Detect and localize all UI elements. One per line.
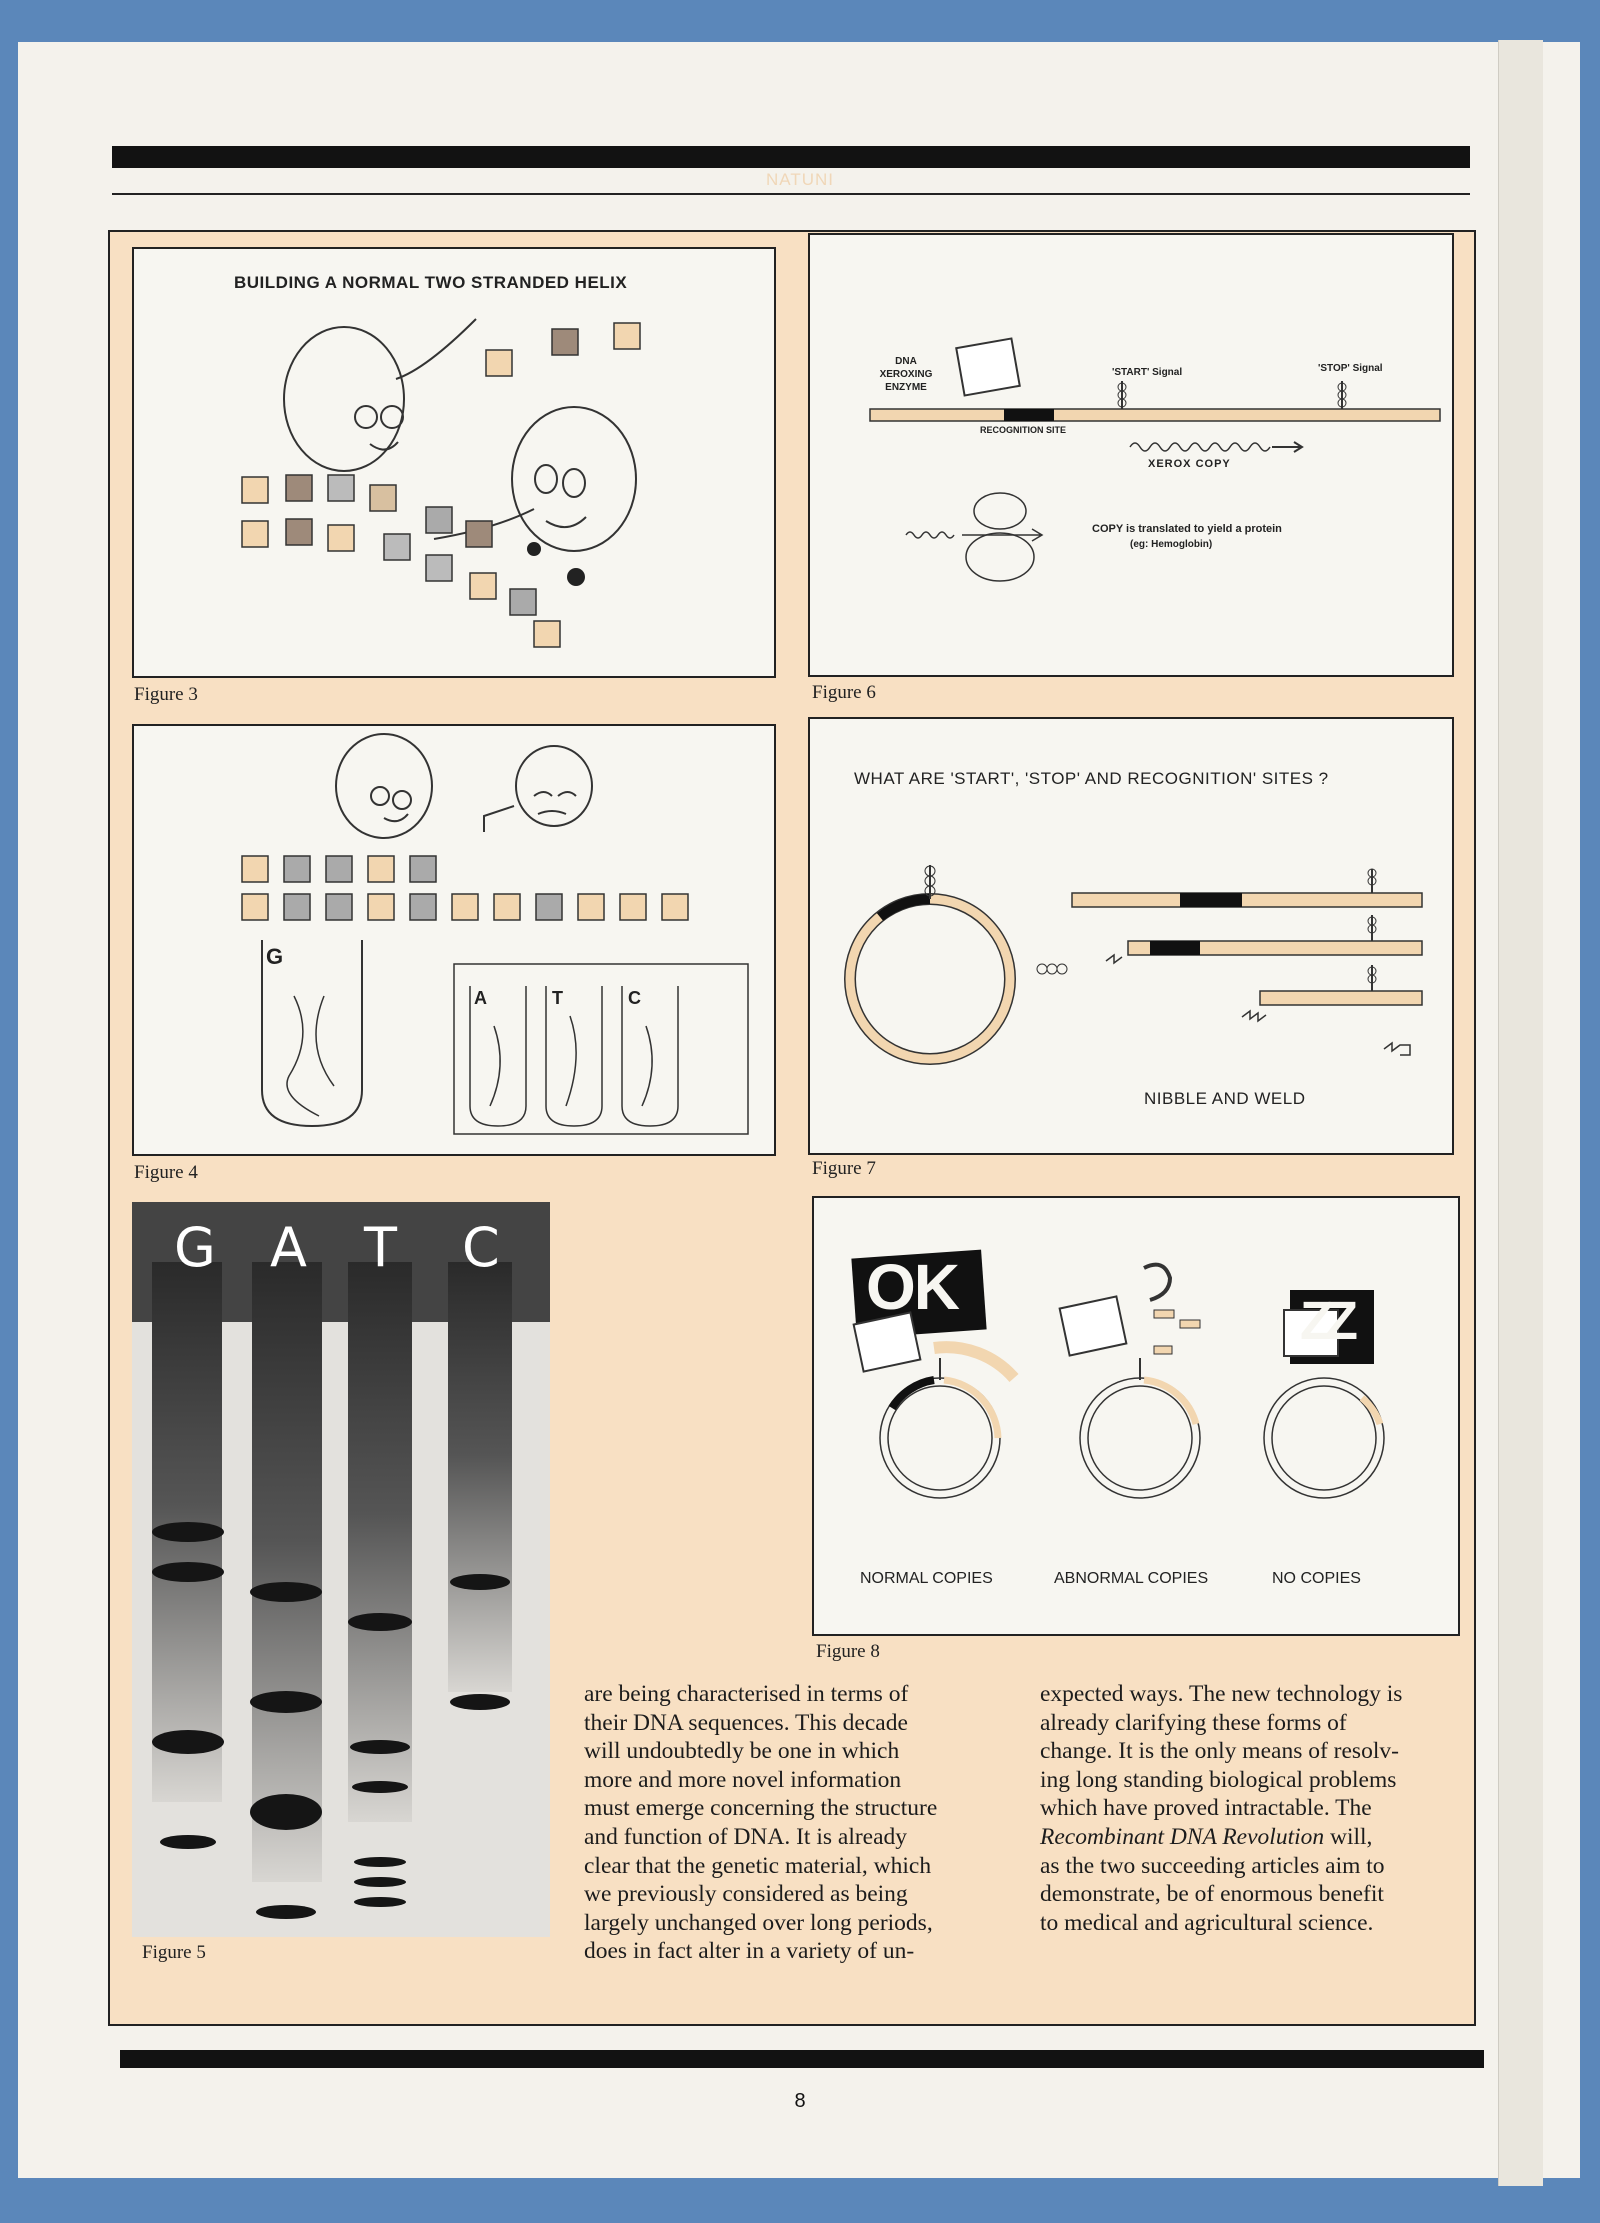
article-line: already clarifying these forms of — [1040, 1709, 1347, 1736]
ok-text: OK — [866, 1251, 958, 1323]
header-rule — [112, 193, 1470, 195]
footer-bar — [120, 2050, 1484, 2068]
gel-lane-g: G — [174, 1216, 216, 1279]
figure-5-gel-image — [132, 1202, 550, 1937]
page-edge — [1498, 40, 1543, 2186]
xerox-copy-label: XEROX COPY — [1148, 458, 1231, 470]
tube-label-c: C — [628, 988, 641, 1008]
article-line: are being characterised in terms of — [584, 1681, 909, 1707]
gel-lane-c: C — [462, 1216, 500, 1279]
article-line: we previously considered as being — [584, 1881, 908, 1908]
article-line: expected ways. The new technology is — [1040, 1681, 1403, 1707]
article-column-1 — [584, 1680, 1008, 1966]
article-fragment: will, — [1324, 1823, 1373, 1850]
stop-signal-label: 'STOP' Signal — [1318, 363, 1383, 374]
article-line: ing long standing biological problems — [1040, 1766, 1397, 1793]
page-number: 8 — [794, 2090, 806, 2112]
recognition-sites-diagram — [810, 719, 1452, 1153]
enzyme-diagram — [810, 235, 1452, 675]
book-title: Recombinant DNA Revolution — [1040, 1823, 1325, 1850]
normal-copies-label: NORMAL COPIES — [860, 1570, 993, 1587]
figure-8-caption: Figure 8 — [816, 1641, 880, 1662]
gel-lane-t: T — [364, 1216, 397, 1279]
zz-text: ZZ — [1300, 1291, 1350, 1351]
article-line: and function of DNA. It is already — [584, 1823, 908, 1850]
figure-7-title: WHAT ARE 'START', 'STOP' AND RECOGNITION' SITES ? — [854, 769, 1329, 788]
figure-7-caption: Figure 7 — [812, 1158, 876, 1179]
article-line: their DNA sequences. This decade — [584, 1709, 908, 1736]
copy-translated-label: COPY is translated to yield a protein — [1092, 523, 1282, 535]
figure-3-caption: Figure 3 — [134, 684, 198, 705]
nibble-weld-label: NIBBLE AND WELD — [1144, 1089, 1306, 1108]
figure-8 — [812, 1196, 1460, 1636]
article-line: largely unchanged over long periods, — [584, 1909, 933, 1936]
figure-3 — [132, 247, 776, 678]
abnormal-copies-label: ABNORMAL COPIES — [1054, 1570, 1209, 1587]
figure-7 — [808, 717, 1454, 1155]
helix-illustration — [134, 249, 774, 676]
figure-3-title: BUILDING A NORMAL TWO STRANDED HELIX — [234, 273, 628, 292]
tube-label-t: T — [552, 988, 563, 1008]
tube-label-g: G — [266, 944, 284, 969]
header-bar — [112, 146, 1470, 168]
gel-bands — [132, 1202, 550, 1937]
article-line: does in fact alter in a variety of un- — [584, 1938, 915, 1965]
header-title: NATUNI — [765, 170, 834, 189]
article-line: change. It is the only means of resolv- — [1040, 1738, 1399, 1765]
sequencing-illustration — [134, 726, 774, 1154]
article-line: will undoubtedly be one in which — [584, 1738, 900, 1765]
article-line-italic — [1040, 1823, 1464, 1852]
article-line: more and more novel information — [584, 1766, 902, 1793]
figure-6-caption: Figure 6 — [812, 682, 876, 703]
article-line: demonstrate, be of enormous benefit — [1040, 1881, 1384, 1908]
figure-4 — [132, 724, 776, 1156]
gel-lane-a: A — [270, 1216, 307, 1279]
tube-label-a: A — [474, 988, 487, 1008]
no-copies-label: NO COPIES — [1272, 1570, 1361, 1587]
enzyme-label: DNA XEROXING ENZYME — [879, 356, 933, 393]
article-line: which have proved intractable. The — [1040, 1795, 1372, 1822]
article-column-2 — [1040, 1680, 1464, 1937]
article-line: as the two succeeding articles aim to — [1040, 1852, 1385, 1879]
article-line: to medical and agricultural science. — [1040, 1909, 1374, 1936]
figure-6 — [808, 233, 1454, 677]
start-signal-label: 'START' Signal — [1112, 367, 1183, 378]
figure-5-caption: Figure 5 — [142, 1942, 206, 1963]
figure-4-caption: Figure 4 — [134, 1162, 198, 1183]
recognition-site-label: RECOGNITION SITE — [979, 425, 1066, 435]
copy-example-label: (eg: Hemoglobin) — [1130, 539, 1213, 550]
article-line: must emerge concerning the structure — [584, 1795, 938, 1822]
article-line: clear that the genetic material, which — [584, 1852, 932, 1879]
